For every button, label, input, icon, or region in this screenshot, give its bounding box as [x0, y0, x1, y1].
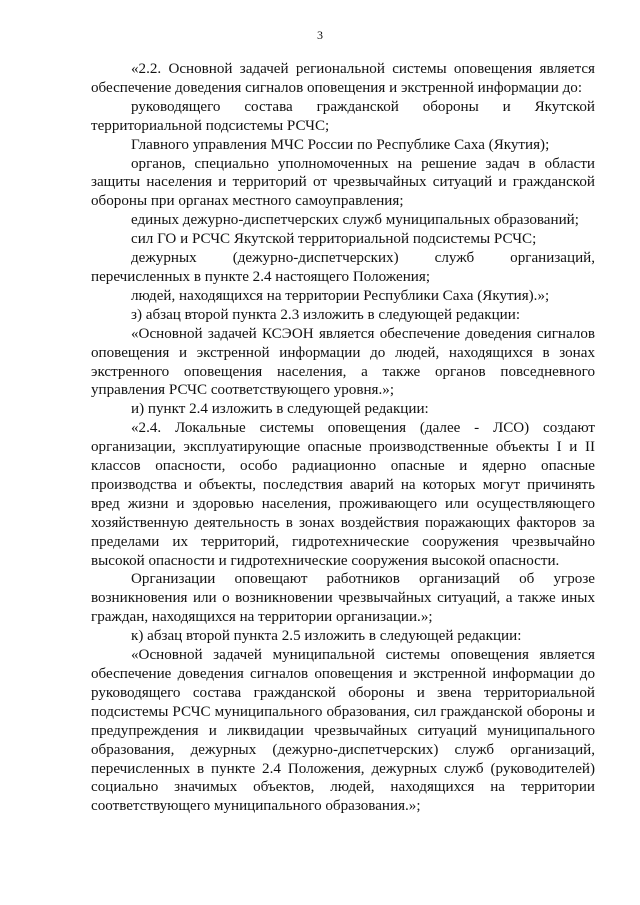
paragraph: з) абзац второй пункта 2.3 изложить в следующей редакции: — [131, 306, 521, 323]
paragraph: людей, находящихся на территории Республики Саха (Якутия).»; — [131, 287, 550, 304]
paragraph: Организации оповещают работников организаций об угрозе возникновения или о возникновении чрезвычайных ситуаций, а также иных граждан, находящихся на территории организации.»; — [91, 571, 595, 626]
paragraph: руководящего состава гражданской обороны и Якутской территориальной подсистемы РСЧС; — [91, 98, 595, 134]
paragraph: дежурных (дежурно-диспетчерских) служб организаций, перечисленных в пункте 2.4 настоящего Положения; — [91, 250, 595, 285]
paragraph: «Основной задачей КСЭОН является обеспечение доведения сигналов оповещения и экстренной информации до людей, находящихся в зонах экстренного оповещения населения, а также органов повседневного управления РСЧС соответствующего уровня.»; — [91, 325, 595, 399]
paragraph: Главного управления МЧС России по Республике Саха (Якутия); — [131, 136, 550, 153]
paragraph: сил ГО и РСЧС Якутской территориальной подсистемы РСЧС; — [131, 231, 537, 248]
paragraph: органов, специально уполномоченных на решение задач в области защиты населения и территорий от чрезвычайных ситуаций и гражданской обороны при органах местного самоуправления; — [91, 155, 595, 210]
page-number: 3 — [317, 28, 323, 42]
paragraph: единых дежурно-диспетчерских служб муниципальных образований; — [131, 212, 579, 229]
paragraph: и) пункт 2.4 изложить в следующей редакции: — [131, 401, 429, 418]
paragraph: «Основной задачей муниципальной системы оповещения является обеспечение доведения сигналов оповещения и экстренной информации до руководящего состава гражданской обороны и звена территориальной подсистемы РСЧС муниципального образования, сил гражданской обороны и предупреждения и ликвидации чрезвычайных ситуаций муниципального образования, дежурных (дежурно-диспетчерских) служб организаций, перечисленных в пункте 2.4 Положения, дежурных служб (руководителей) социально значимых объектов, людей, находящихся на территории соответствующего муниципального образования.»; — [91, 647, 595, 815]
document-body — [91, 60, 595, 816]
paragraph: «2.2. Основной задачей региональной системы оповещения является обеспечение доведения сигналов оповещения и экстренной информации до: — [91, 61, 595, 96]
paragraph: «2.4. Локальные системы оповещения (далее - ЛСО) создают организации, эксплуатирующие опасные производственные объекты I и II классов опасности, особо радиационно опасные и ядерно опасные производства и объекты, последствия аварий на которых могут причинять вред жизни и здоровью населения, проживающего или осуществляющего хозяйственную деятельность в зонах воздействия поражающих факторов за пределами их территорий, гидротехнические сооружения чрезвычайно высокой опасности и гидротехнические сооружения высокой опасности. — [91, 420, 595, 569]
paragraph: к) абзац второй пункта 2.5 изложить в следующей редакции: — [131, 628, 522, 645]
